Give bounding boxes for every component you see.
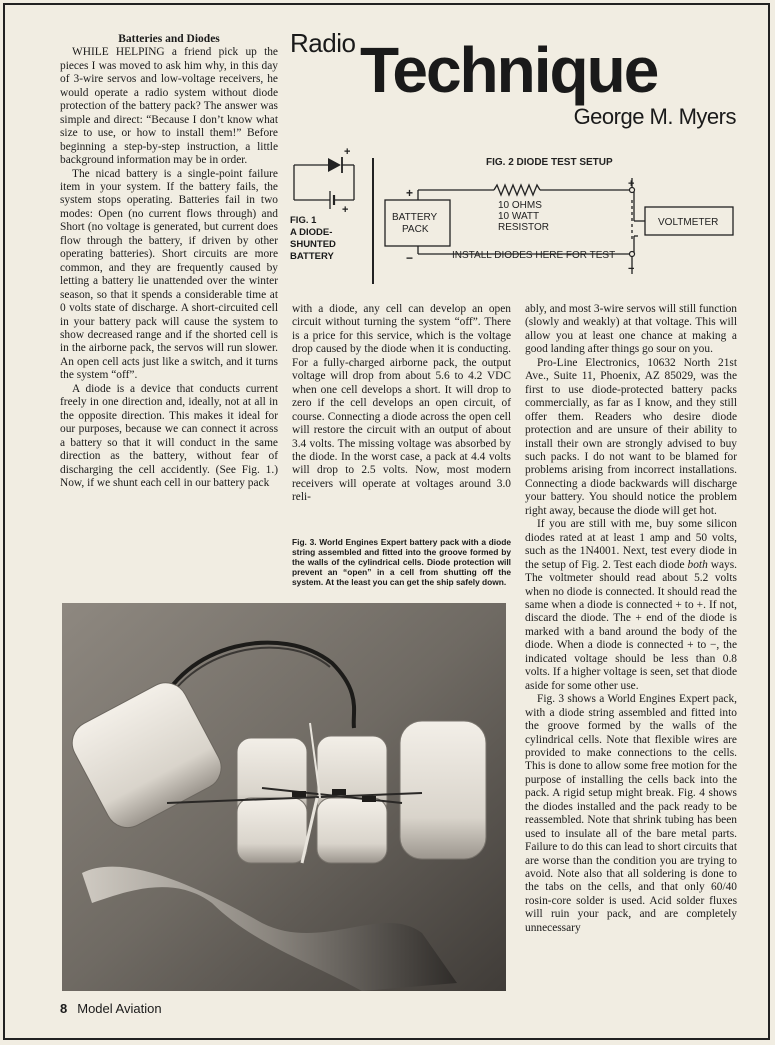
paragraph: ably, and most 3-wire servos will still function (slowly and weakly) at that voltage. This will allow you at least one chance at making a good landing after things go sour on you. [525,303,737,356]
fig2-plus: + [406,186,414,200]
author-byline: George M. Myers [573,104,736,129]
fig1-label-line: A DIODE- [290,227,333,238]
fig1-plus-bottom: + [342,204,349,215]
figure-2 [376,150,738,285]
paragraph: Pro-Line Electronics, 10632 North 21st Ave., Suite 11, Phoenix, AZ 85029, was the first to use diode-protected battery packs commercially, as far as I know, and they still offer them. Readers who desire diode protection and are unsure of their ability to install their own are strongly advised to buy such packs. I do not want to be blamed for problems arising from incorrect installations. Connecting a diode backwards will discharge your battery. You should notice the problem right away, because the diode will get hot. [525,356,737,517]
column-1 [60,33,278,490]
fig1-label-line: BATTERY [290,251,334,262]
battery-pack-photo [62,603,506,991]
magazine-name: Model Aviation [77,1001,162,1016]
resistor-label: 10 OHMS [498,200,542,211]
fig2-title: FIG. 2 DIODE TEST SETUP [486,157,613,168]
paragraph: with a diode, any cell can develop an open circuit without turning the system “off”. There is a price for this service, which is the voltage drop caused by the diode when it is conducting. For a fully-charged airborne pack, the output voltage will drop from about 5.6 to 4.2 VDC when one cell develops a short. It will drop to zero if the cell develops an open circuit, of course. Connecting a diode across the open cell will restore the circuit with an output of about 3.4 volts. The missing voltage was absorbed by the diode. In the worst case, a pack at 4.4 volts will drop to 2.5 volts. Now, most modern receivers will operate at voltages around 3.0 reli- [292,303,511,504]
diode-test-setup-diagram [376,150,738,285]
figure-3-caption: Fig. 3. World Engines Expert battery pack with a diode string assembled and fitted into the groove formed by the walls of the cylindrical cells. Diode protection will prevent an “open” in a cell from shutting off the system. At the least you can get the ship safely down. [292,537,511,588]
fig1-plus-top: + [344,146,351,158]
page-number: 8 [60,1001,68,1016]
masthead-radio: Radio [290,28,356,58]
figure-1 [290,145,372,275]
column-2 [292,303,511,505]
paragraph: The nicad battery is a single-point failure item in your system. If the battery fails, the system stops operating. Batteries fail in two modes: Open (no current flows through) and Short (no voltage is generated, but current does flow through the battery, if driven by other operating batteries). Short circuits are more common, and they are frequently caused by letting a battery lie unattended over the winter season, so that it spends a considerable time at 0 volts state of discharge. A short-circuited cell in your battery pack will cause the system to show decreased range and if the shorted cell is in the airborne pack, the servos will run slower. An open cell acts just like a switch, and it turns the system “off”. [60,167,278,382]
fig1-label-line: FIG. 1 [290,215,317,226]
fig2-plus-test: + [628,178,635,190]
section-heading: Batteries and Diodes [118,33,220,45]
resistor-label: 10 WATT [498,211,540,222]
text-run: ways. The voltmeter should read about 5.2 volts when no diode is connected. It should read the same when a diode is connected + to +. If not, discard the diode. The + end of the diode is marked with a band around the body of the diode. When a diode is connected + to −, the indicated voltage should be less than 0.8 volts. If a higher voltage is seen, set that diode aside for some other use. [525,558,738,692]
emphasis: both [687,558,708,571]
paragraph [525,518,737,693]
fig2-minus-test: − [628,263,635,275]
fig2-minus: − [406,251,414,265]
battery-pack-label: BATTERY [392,212,438,223]
voltmeter-label: VOLTMETER [658,217,719,228]
masthead [290,26,750,136]
diode-shunted-battery-diagram [290,145,372,215]
page-footer [60,1001,162,1016]
paragraph: A diode is a device that conducts current freely in one direction and, ideally, not at all in the opposite direction. This makes it ideal for our purposes, because we can connect it across a battery so that it will conduct in the same direction as the battery, without fear of discharging the cell accidently. (See Fig. 1.) Now, if we shunt each cell in our battery pack [60,382,278,489]
masthead-title: Technique [360,34,658,106]
text-run: If you are still with me, buy some silicon diodes rated at at least 1 amp and 50 volts, such as the 1N4001. Next, test every diode in the setup of Fig. 2. Test each diode [525,518,737,571]
fig1-label-line: SHUNTED [290,239,336,250]
column-3 [525,303,737,935]
install-diodes-label: INSTALL DIODES HERE FOR TEST [452,250,616,261]
battery-pack-label: PACK [402,224,429,235]
fig1-caption [290,215,336,263]
paragraph: WHILE HELPING a friend pick up the pieces I was moved to ask him why, in this day of 3-wire servos and low-voltage receivers, he would operate a radio system without diode protection of the battery pack? The answer was simple and direct: “Because I don’t know what size to use, or how to install them!” Before beginning a step-by-step instruction, a little background information may be in order. [60,46,278,167]
paragraph: Fig. 3 shows a World Engines Expert pack, with a diode string assembled and fitted into the groove formed by the walls of the cylindrical cells. Note that flexible wires are provided to make connections to the cells. This is done to allow some free motion for the purpose of installing the cells back into the pack. A rigid setup might break. Fig. 4 shows the diodes installed and the pack ready to be reassembled. Note that shrink tubing has been used to insulate all of the bare metal parts. Failure to do this can lead to short circuits that are worse than the condition you are trying to avoid. Note also that all soldering is done to the tabs on the cells, and that only 60/40 rosin-core solder is used. Acid solder fluxes will ruin your pack, and are completely unnecessary [525,693,737,934]
resistor-label: RESISTOR [498,222,549,233]
figure-divider [372,158,374,284]
